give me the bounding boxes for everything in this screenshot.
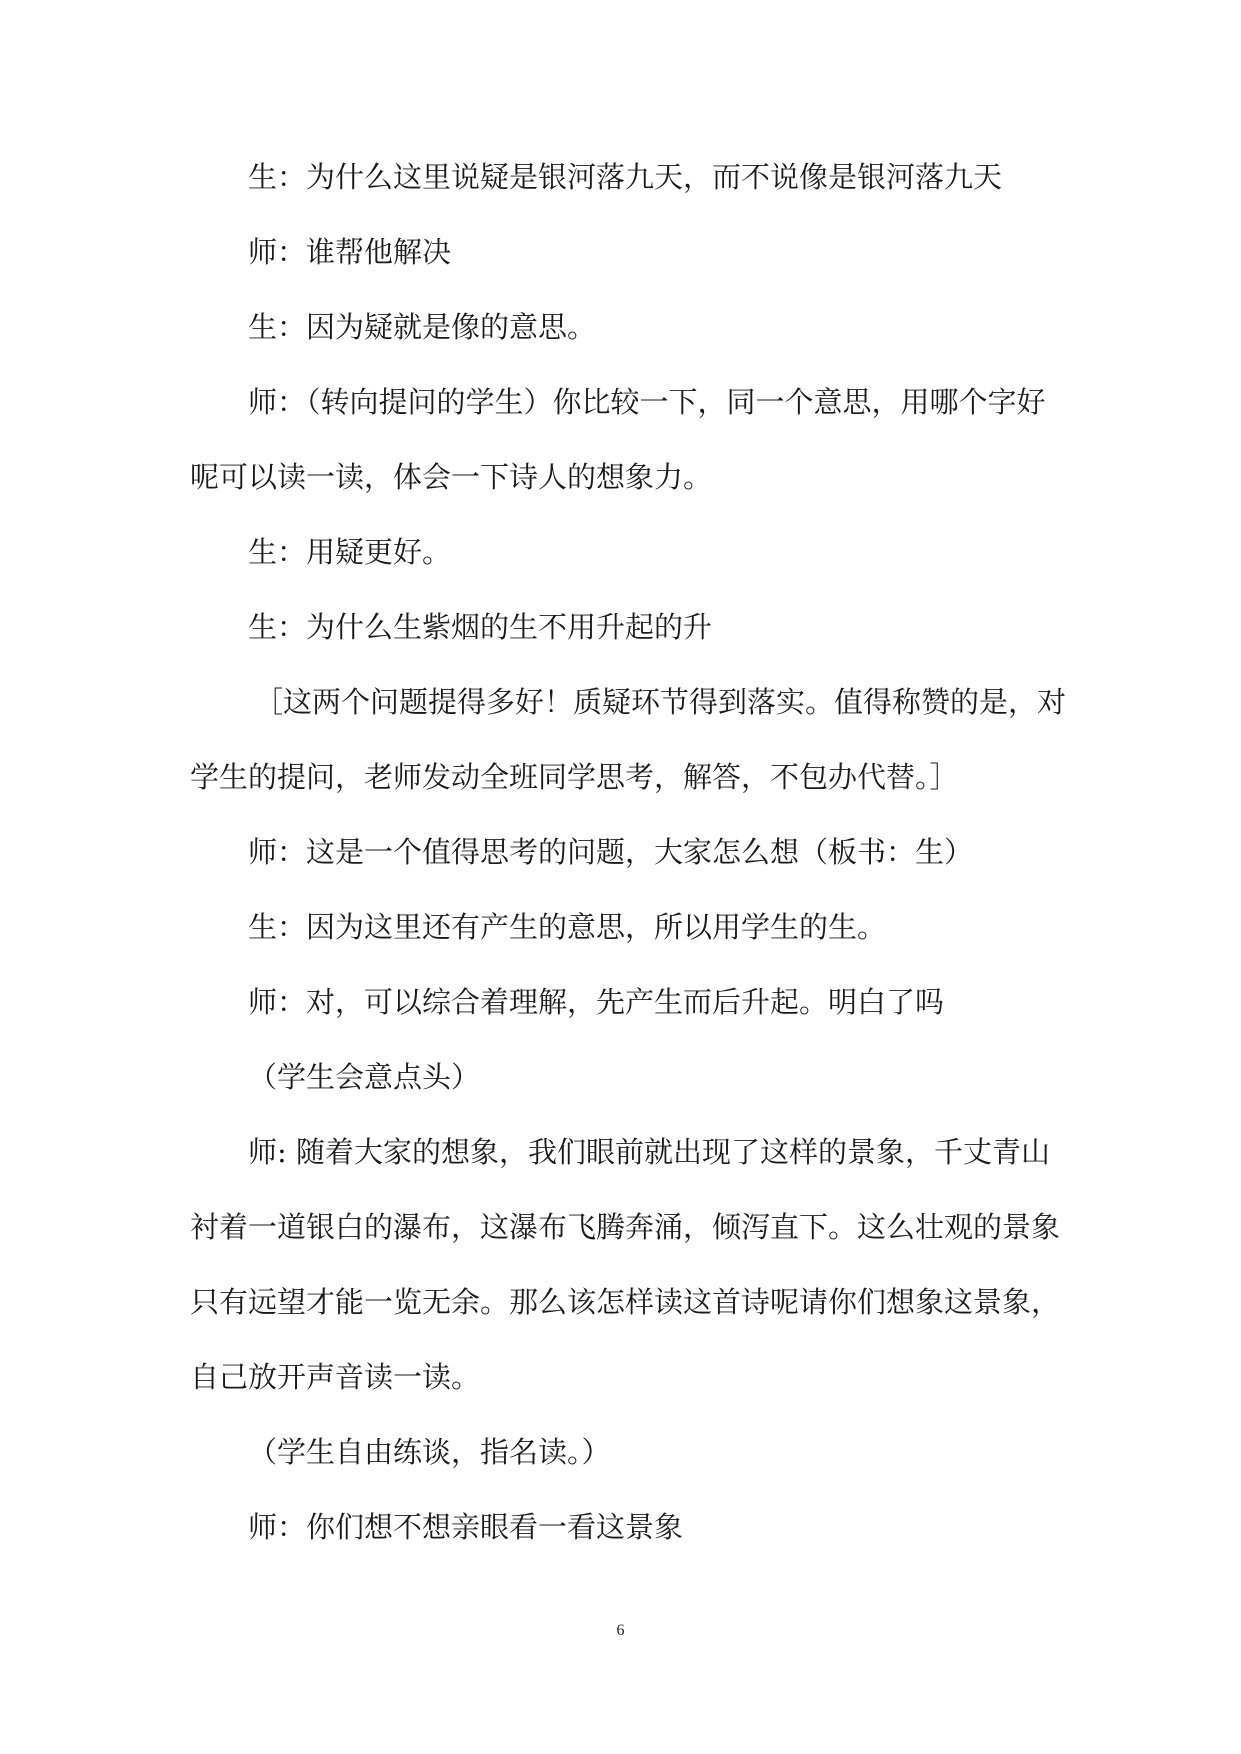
- paragraph: 师：这是一个值得思考的问题，大家怎么想（板书：生）: [248, 835, 974, 869]
- paragraph: 师：谁帮他解决: [248, 235, 452, 269]
- paragraph: 生：用疑更好。: [248, 535, 452, 569]
- document-body: [190, 140, 1070, 1565]
- paragraph: 师: 随着大家的想象，我们眼前就出现了这样的景象，千丈青山衬着一道银白的瀑布，这瀑布飞腾奔涌，倾泻直下。这么壮观的景象只有远望才能一览无余。那么该怎样读这首诗呢请你们想象这景象，自己放开声音读一读。: [190, 1135, 1061, 1394]
- page-number: 6: [616, 1622, 625, 1639]
- paragraph: 生：因为疑就是像的意思。: [248, 310, 597, 344]
- paragraph: （学生会意点头）: [248, 1060, 481, 1094]
- paragraph: 师：你们想不想亲眼看一看这景象: [248, 1510, 684, 1544]
- paragraph: 师：（转向提问的学生）你比较一下，同一个意思，用哪个字好呢可以读一读，体会一下诗人的想象力。: [190, 385, 1046, 494]
- paragraph: （学生自由练谈，指名读。）: [248, 1435, 611, 1469]
- paragraph: 生：因为这里还有产生的意思，所以用学生的生。: [248, 910, 887, 944]
- commentary-note: ［这两个问题提得多好！质疑环节得到落实。值得称赞的是，对学生的提问，老师发动全班同学思考，解答，不包办代替。］: [190, 685, 1067, 794]
- paragraph: 生：为什么生紫烟的生不用升起的升: [248, 610, 713, 644]
- paragraph: 生：为什么这里说疑是银河落九天，而不说像是银河落九天: [248, 160, 1003, 194]
- paragraph: 师：对，可以综合着理解，先产生而后升起。明白了吗: [248, 985, 945, 1019]
